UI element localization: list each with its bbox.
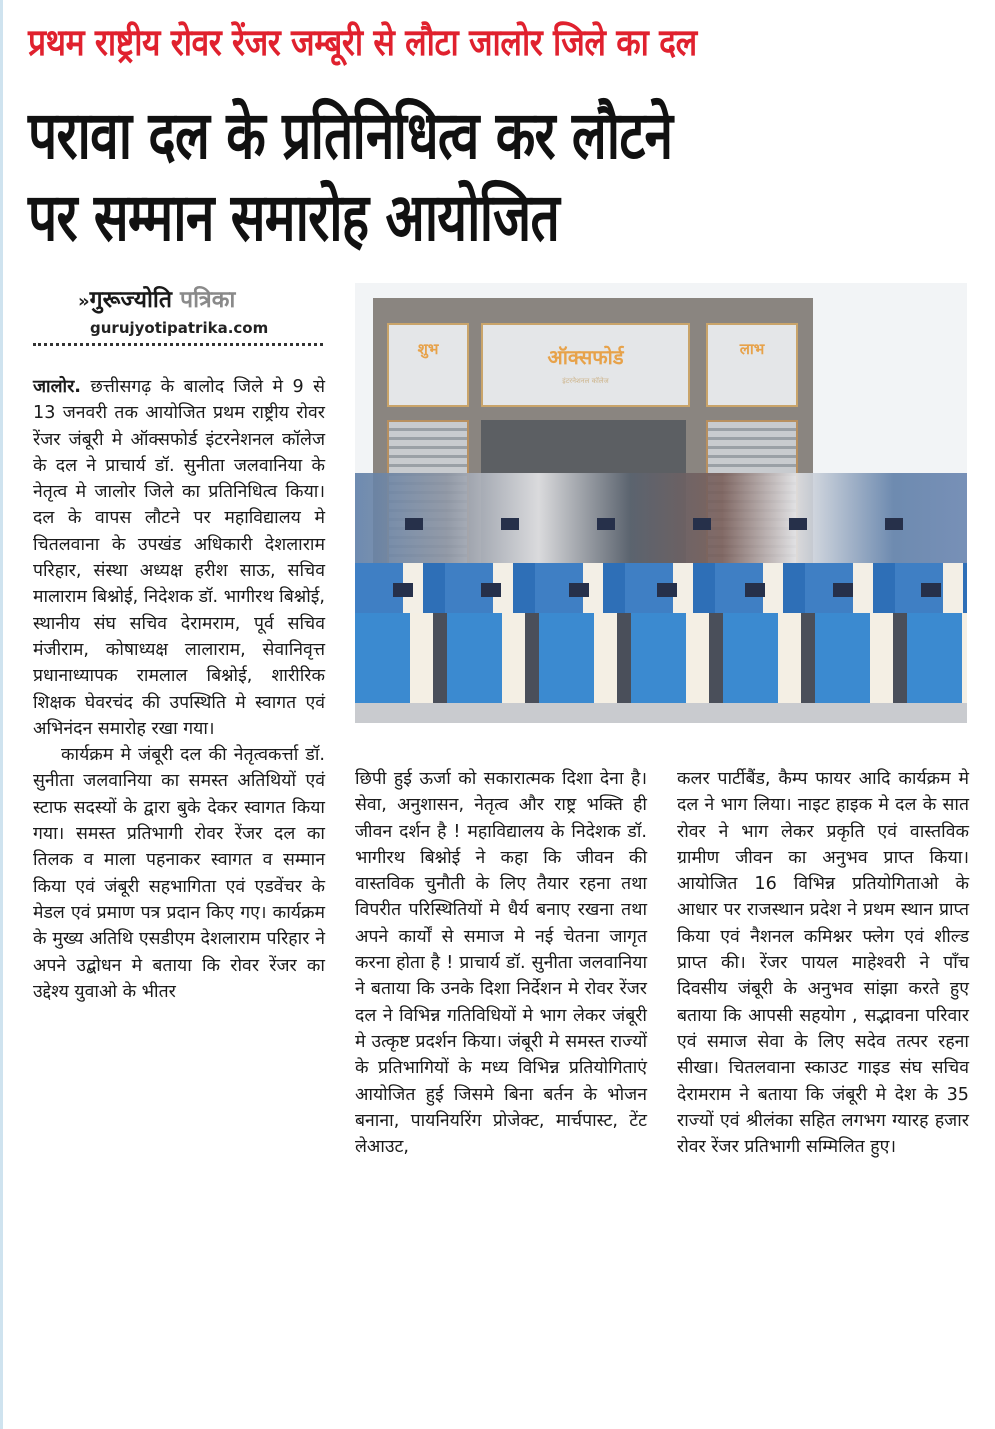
sign-sub-text: इंटरनेशनल कॉलेज (562, 377, 609, 385)
paragraph-2: कार्यक्रम मे जंबूरी दल की नेतृत्वकर्त्ता डॉ. सुनीता जलवानिया का समस्त अतिथियों एवं स्टाफ सदस्यों के द्वारा बुके देकर स्वागत किया गया। समस्त प्रतिभागी रोवर रेंजर दल का तिलक व माला पहनाकर स्वागत व सम्मान किया एवं जंबूरी सहभागिता एवं एडवेंचर के मेडल एवं प्रमाण पत्र प्रदान किए गए। कार्यक्रम के मुख्य अतिथि एसडीएम देशलाराम परिहार ने अपने उद्बोधन मे बताया कि रोवर रेंजर का उद्देश्य युवाओ के भीतर (33, 745, 325, 1002)
sign-panel-center (481, 323, 690, 407)
source-branding (78, 285, 338, 337)
article-column-3 (677, 766, 969, 1160)
column-2-text: छिपी हुई ऊर्जा को सकारात्मक दिशा देना है। सेवा, अनुशासन, नेतृत्व और राष्ट्र भक्ति ही जीवन दर्शन है ! महाविद्यालय के निदेशक डॉ. भागीरथ बिश्नोई ने कहा कि जीवन की वास्तविक चुनौती के लिए तैयार रहना तथा विपरीत परिस्थितियों मे धैर्य बनाए रखना तथा अपने कार्यों से समाज मे नई चेतना जागृत करना होता है ! प्राचार्य डॉ. सुनीता जलवानिया ने बताया कि उनके दिशा निर्देशन मे रोवर रेंजर दल ने विभिन्न गतिविधियों मे भाग लेकर जंबूरी मे उत्कृष्ट प्रदर्शन किया। जंबूरी मे समस्त राज्यों के प्रतिभागियों के मध्य विभिन्न प्रतियोगिताएं आयोजित हुई जिसमे बिना बर्तन के भोजन बनाना, पायनियरिंग प्रोजेक्ट, मार्चपास्ट, टेंट लेआउट, (355, 769, 647, 1158)
berets-middle-row (355, 518, 967, 530)
publication-url: gurujyotipatrika.com (90, 319, 269, 337)
headline-line-1: परावा दल के प्रतिनिधित्व कर लौटने (28, 97, 673, 174)
kicker-headline: प्रथम राष्ट्रीय रोवर रेंजर जम्बूरी से लौटा जालोर जिले का दल (28, 21, 697, 64)
paragraph-1 (33, 374, 325, 742)
paragraph-1-text: छत्तीसगढ़ के बालोद जिले मे 9 से 13 जनवरी तक आयोजित प्रथम राष्ट्रीय रोवर रेंजर जंबूरी मे ऑक्सफोर्ड इंटरनेशनल कॉलेज के दल ने प्राचार्य डॉ. सुनीता जलवानिया के नेतृत्व मे जालोर जिले का प्रतिनिधित्व किया। दल के वापस लौटने पर महाविद्यालय मे चितलवाना के उपखंड अधिकारी देशलाराम परिहार, संस्था अध्यक्ष हरीश साऊ, सचिव मालाराम बिश्नोई, निदेशक डॉ. भागीरथ बिश्नोई, स्थानीय संघ सचिव देरामराम, पूर्व सचिव मंजीराम, कोषाध्यक्ष लालाराम, सेवानिवृत्त प्रधानाध्यापक रामलाल बिश्नोई, शारीरिक शिक्षक घेवरचंद की उपस्थिति मे स्वागत एवं अभिनंदन समारोह रखा गया। (33, 377, 325, 739)
publication-name-part1: गुरूज्योति (89, 287, 172, 313)
people-front-row (355, 613, 967, 708)
page-edge (0, 0, 3, 1429)
sign-panel-left (387, 323, 469, 407)
sign-main-text: ऑक्सफोर्ड (547, 345, 624, 369)
publication-name-part2: पत्रिका (180, 287, 236, 313)
sign-left-text: शुभ (417, 340, 439, 358)
article-column-1 (33, 374, 325, 1005)
headline-line-2: पर सम्मान समारोह आयोजित (28, 179, 560, 256)
dateline: जालोर. (33, 377, 81, 397)
dotted-divider (33, 343, 323, 346)
sign-right-text: लाभ (739, 340, 765, 358)
main-headline (28, 95, 886, 259)
floor (355, 703, 967, 723)
berets-front-row (355, 583, 967, 597)
publication-name (78, 285, 338, 317)
sign-panel-right (706, 323, 798, 407)
column-3-text: कलर पार्टीबैंड, कैम्प फायर आदि कार्यक्रम मे दल ने भाग लिया। नाइट हाइक मे दल के सात रोवर ने भाग लेकर प्रकृति एवं वास्तविक ग्रामीण जीवन का अनुभव प्राप्त किया। आयोजित 16 विभिन्न प्रतियोगिताओ के आधार पर राजस्थान प्रदेश ने प्रथम स्थान प्राप्त किया एवं नैशनल कमिश्नर फ्लेग एवं शील्ड प्राप्त की। रेंजर पायल माहेश्वरी ने पाँच दिवसीय जंबूरी के अनुभव सांझा करते हुए बताया कि आपसी सहयोग , सद्भावना परिवार एवं समाज सेवा के लिए सदेव तत्पर रहना सीखा। चितलवाना स्काउट गाइड संघ सचिव देरामराम ने बताया कि जंबूरी मे देश के 35 राज्यों एवं श्रीलंका सहित लगभग ग्यारह हजार रोवर रेंजर प्रतिभागी सम्मिलित हुए। (677, 769, 969, 1158)
group-photo (355, 283, 967, 723)
double-chevron-icon: » (78, 291, 90, 312)
article-column-2 (355, 766, 647, 1160)
